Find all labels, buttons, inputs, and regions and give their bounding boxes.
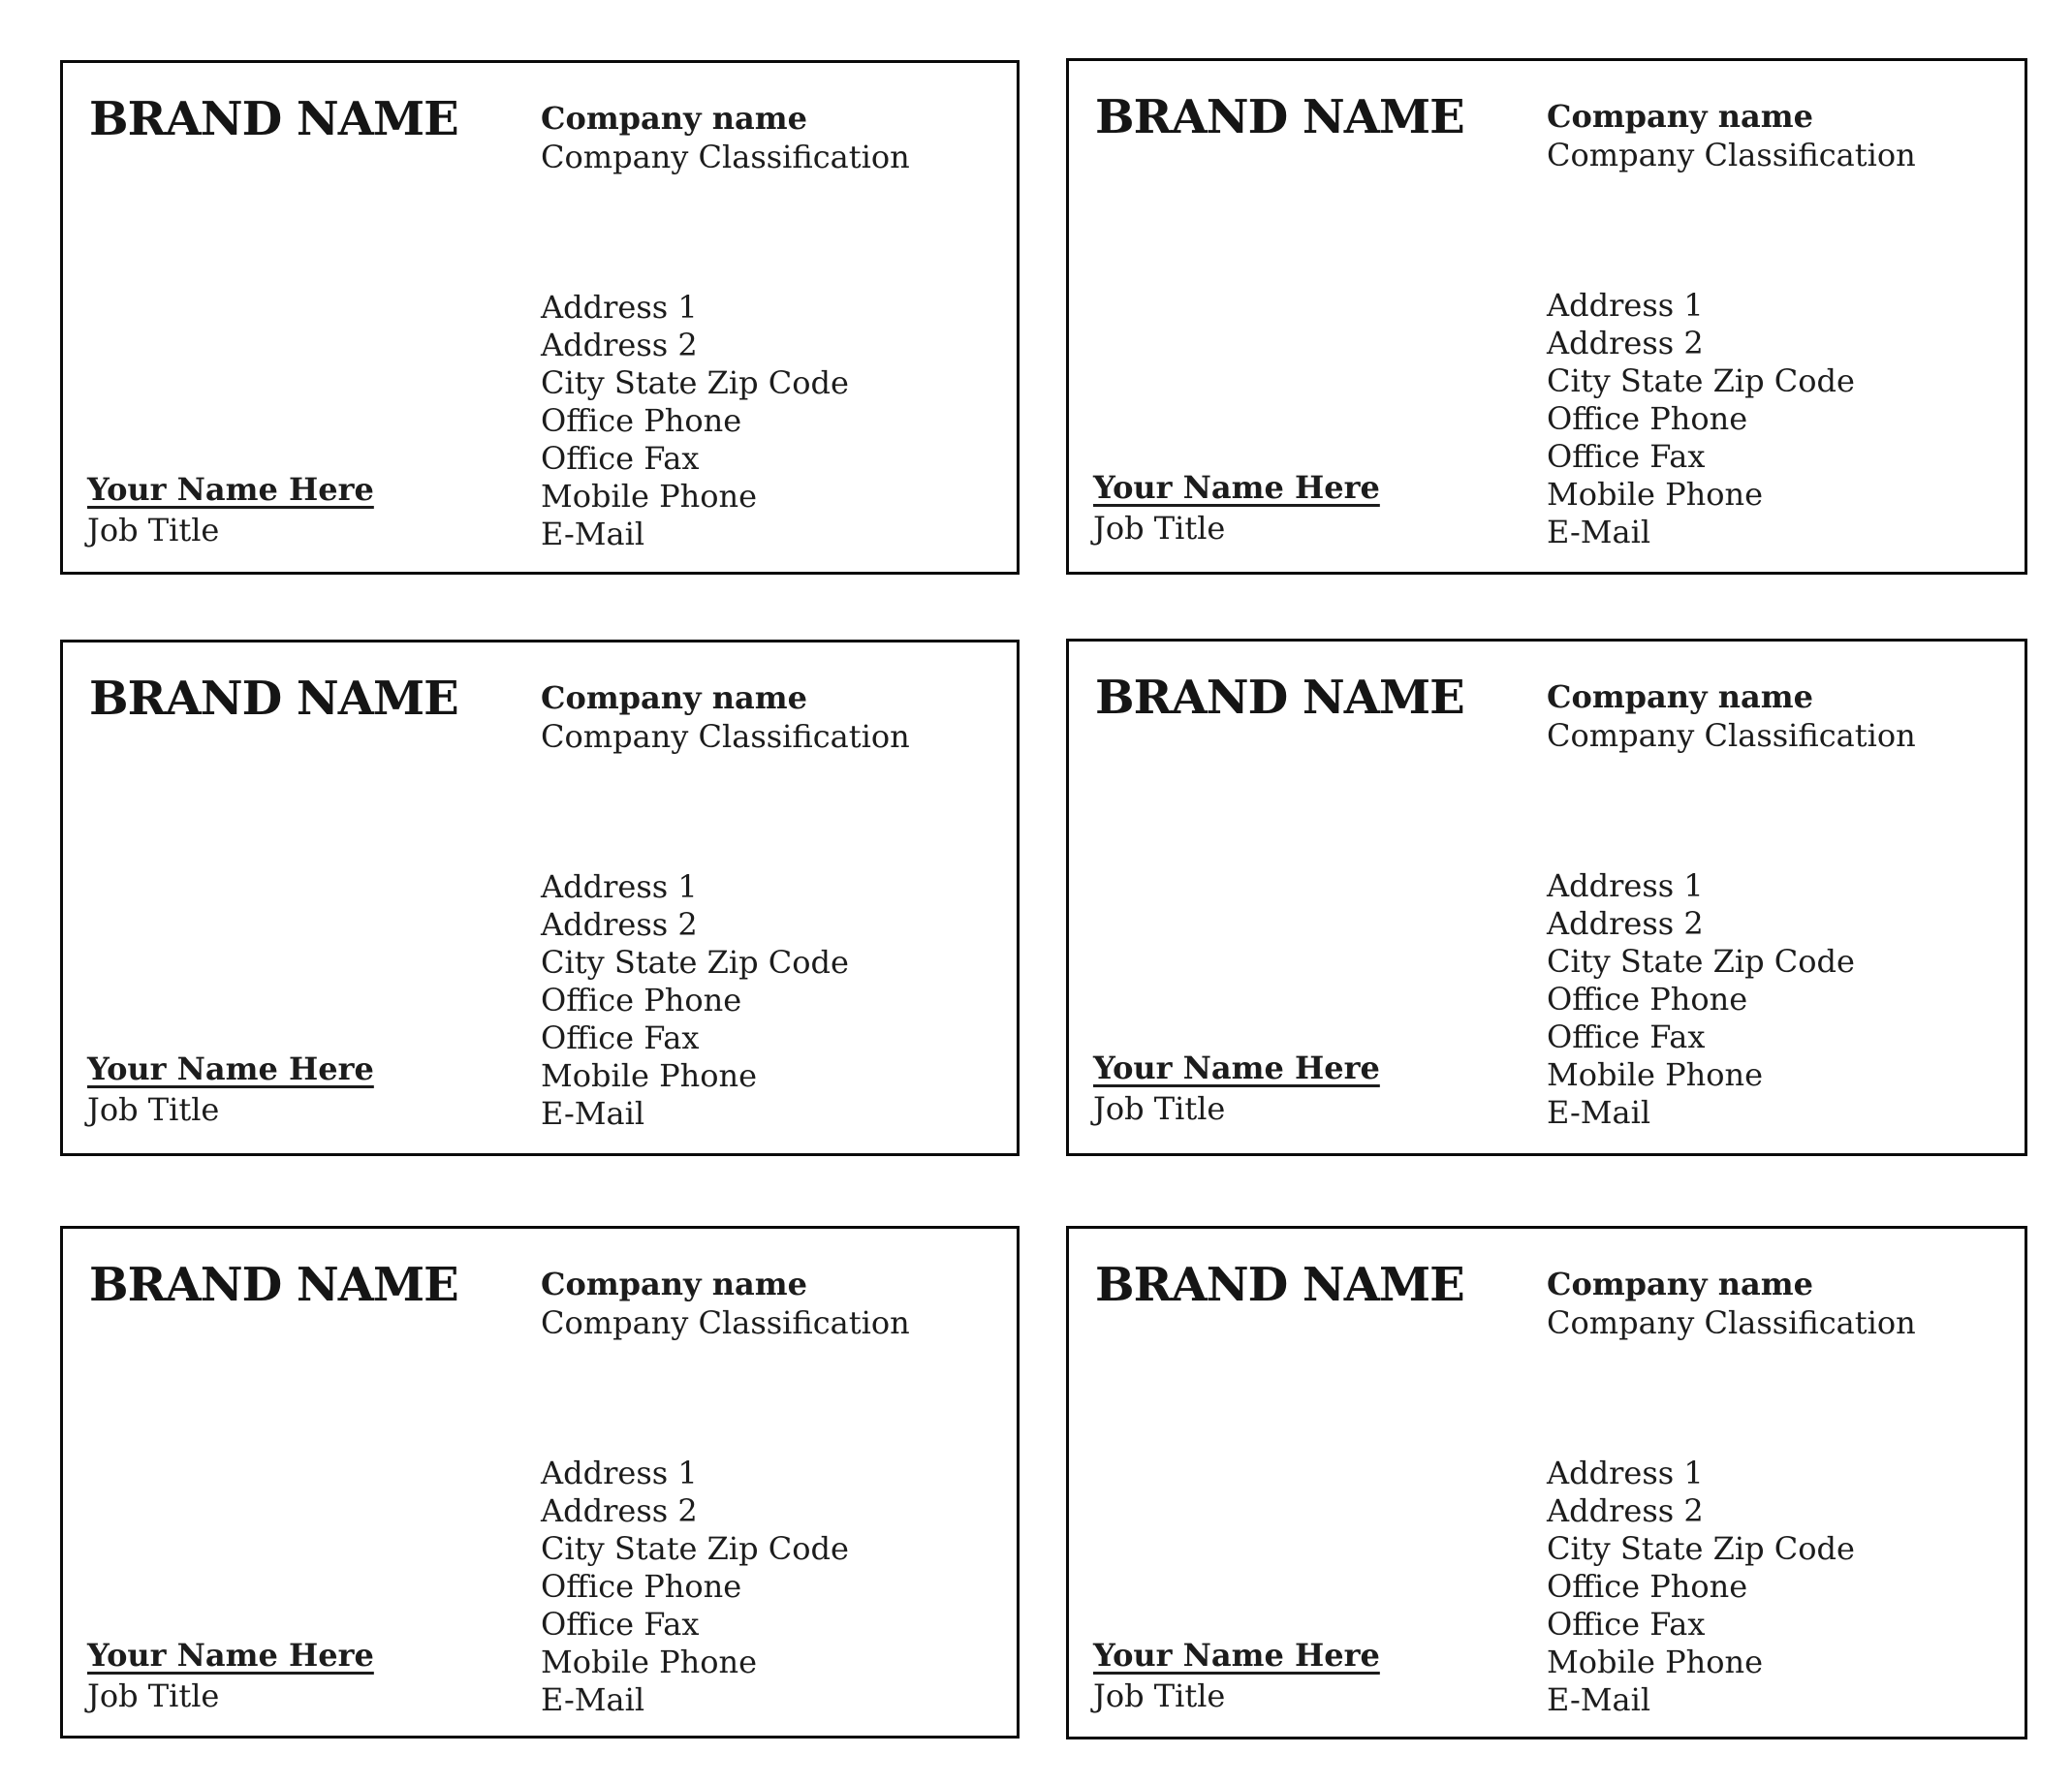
address-line-1: Address 1 (1547, 867, 1704, 904)
company-classification: Company Classification (541, 139, 910, 175)
mobile-phone: Mobile Phone (541, 478, 758, 515)
brand-name: BRAND NAME (89, 672, 458, 726)
brand-name: BRAND NAME (89, 92, 458, 146)
city-state-zip: City State Zip Code (541, 364, 849, 401)
office-phone: Office Phone (1547, 400, 1748, 437)
business-card-5 (60, 1226, 1020, 1739)
mobile-phone: Mobile Phone (1547, 476, 1764, 513)
address-line-2: Address 2 (1547, 1492, 1704, 1529)
company-block (541, 678, 910, 756)
business-card-4 (1066, 639, 2027, 1156)
address-block (1547, 1455, 1855, 1719)
address-line-1: Address 1 (541, 868, 698, 905)
address-line-2: Address 2 (1547, 905, 1704, 942)
office-fax: Office Fax (1547, 438, 1706, 475)
business-card-3 (60, 640, 1020, 1156)
brand-name: BRAND NAME (1095, 671, 1464, 725)
company-block (1547, 1265, 1916, 1342)
mobile-phone: Mobile Phone (1547, 1644, 1764, 1680)
address-line-1: Address 1 (541, 289, 698, 326)
business-card-2 (1066, 58, 2027, 575)
address-line-1: Address 1 (541, 1455, 698, 1491)
company-block (541, 99, 910, 176)
office-phone: Office Phone (541, 982, 742, 1018)
contact-name: Your Name Here (1093, 469, 1380, 506)
job-title: Job Title (1093, 510, 1226, 547)
city-state-zip: City State Zip Code (1547, 943, 1855, 980)
company-name: Company name (541, 100, 807, 137)
office-fax: Office Fax (541, 440, 700, 477)
office-fax: Office Fax (1547, 1018, 1706, 1055)
email: E-Mail (541, 1681, 645, 1718)
contact-name: Your Name Here (87, 1050, 374, 1087)
city-state-zip: City State Zip Code (541, 944, 849, 981)
company-classification: Company Classification (541, 718, 910, 755)
brand-name: BRAND NAME (1095, 90, 1464, 144)
address-line-2: Address 2 (541, 1492, 698, 1529)
address-line-2: Address 2 (541, 906, 698, 943)
company-name: Company name (1547, 1266, 1813, 1302)
job-title: Job Title (1093, 1677, 1226, 1714)
company-classification: Company Classification (1547, 137, 1916, 173)
job-title: Job Title (87, 1677, 220, 1714)
contact-name: Your Name Here (87, 1637, 374, 1674)
city-state-zip: City State Zip Code (541, 1530, 849, 1567)
city-state-zip: City State Zip Code (1547, 362, 1855, 399)
company-name: Company name (541, 1266, 807, 1302)
address-block (541, 868, 849, 1133)
job-title: Job Title (87, 512, 220, 548)
company-name: Company name (541, 679, 807, 716)
contact-name: Your Name Here (1093, 1637, 1380, 1674)
job-title: Job Title (1093, 1090, 1226, 1127)
office-phone: Office Phone (541, 1568, 742, 1605)
email: E-Mail (1547, 514, 1651, 550)
business-card-6 (1066, 1226, 2027, 1739)
job-title: Job Title (87, 1091, 220, 1128)
company-classification: Company Classification (541, 1304, 910, 1341)
office-fax: Office Fax (1547, 1606, 1706, 1643)
contact-name: Your Name Here (87, 471, 374, 508)
email: E-Mail (1547, 1094, 1651, 1131)
email: E-Mail (1547, 1681, 1651, 1718)
address-block (541, 289, 849, 553)
office-fax: Office Fax (541, 1019, 700, 1056)
company-block (541, 1265, 910, 1342)
city-state-zip: City State Zip Code (1547, 1530, 1855, 1567)
email: E-Mail (541, 1095, 645, 1132)
contact-name: Your Name Here (1093, 1050, 1380, 1086)
mobile-phone: Mobile Phone (1547, 1056, 1764, 1093)
office-fax: Office Fax (541, 1606, 700, 1643)
address-line-1: Address 1 (1547, 287, 1704, 324)
address-line-1: Address 1 (1547, 1455, 1704, 1491)
company-classification: Company Classification (1547, 717, 1916, 754)
business-card-1 (60, 60, 1020, 575)
address-line-2: Address 2 (541, 327, 698, 363)
brand-name: BRAND NAME (1095, 1258, 1464, 1312)
office-phone: Office Phone (1547, 1568, 1748, 1605)
address-block (1547, 287, 1855, 551)
office-phone: Office Phone (541, 402, 742, 439)
company-name: Company name (1547, 98, 1813, 135)
address-block (1547, 867, 1855, 1132)
address-block (541, 1455, 849, 1719)
address-line-2: Address 2 (1547, 325, 1704, 361)
brand-name: BRAND NAME (89, 1258, 458, 1312)
company-classification: Company Classification (1547, 1304, 1916, 1341)
office-phone: Office Phone (1547, 981, 1748, 1018)
company-block (1547, 677, 1916, 755)
company-name: Company name (1547, 678, 1813, 715)
mobile-phone: Mobile Phone (541, 1644, 758, 1680)
company-block (1547, 97, 1916, 174)
email: E-Mail (541, 516, 645, 552)
mobile-phone: Mobile Phone (541, 1057, 758, 1094)
